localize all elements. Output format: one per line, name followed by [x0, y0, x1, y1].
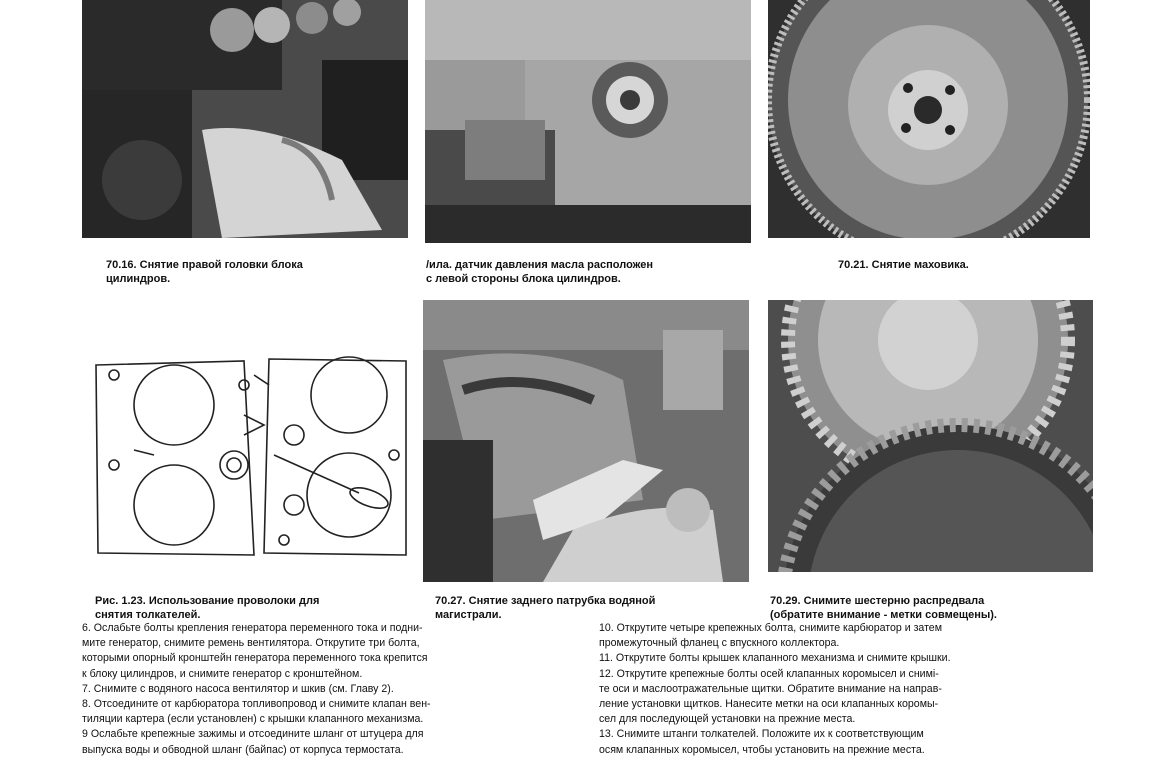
text-line: тиляции картера (если установлен) с крышки клапанного механизма. [82, 713, 424, 726]
caption-fig-70-21: 70.21. Снятие маховика. [838, 259, 969, 271]
text-line: 12. Открутите крепежные болты осей клапанных коромысел и снимi- [599, 667, 939, 680]
text-line: 11. Открутите болты крышек клапанного механизма и снимите крышки. [599, 652, 951, 665]
text-line: выпуска воды и обводной шланг (байпас) от корпуса термостата. [82, 743, 404, 756]
text-line: которыми опорный кронштейн генератора переменного тока крепится [82, 652, 428, 665]
diagram-cylinder-head-lifters [94, 355, 408, 558]
photo-camshaft-gear [768, 300, 1093, 572]
body-text-right [599, 621, 1019, 758]
text-line: те оси и маслоотражательные щитки. Обратите внимание на направ- [599, 682, 942, 695]
caption-fig-70-29: 70.29. Снимите шестерню распредвала (обратите внимание - метки совмещены). [770, 595, 997, 621]
text-line: осям клапанных коромысел, чтобы установить на прежние места. [599, 743, 925, 756]
text-line: ление установки щитков. Нанесите метки на оси клапанных коромы- [599, 698, 939, 711]
caption-fig-70-27: 70.27. Снятие заднего патрубка водяной магистрали. [435, 595, 656, 621]
text-line: промежуточный фланец с впускного коллектора. [599, 637, 840, 650]
text-line: мите генератор, снимите ремень вентилятора. Открутите три болта, [82, 637, 420, 650]
photo-flywheel [768, 0, 1090, 238]
text-line: 13. Снимите штанги толкателей. Положите их к соответствующим [599, 728, 924, 741]
text-line: к блоку цилиндров, и снимите генератор с кронштейном. [82, 667, 363, 680]
photo-cylinder-head-removal [82, 0, 408, 238]
text-line: сел для последующей установки на прежние места. [599, 713, 856, 726]
text-line: 10. Открутите четыре крепежных болта, снимите карбюратор и затем [599, 622, 942, 634]
text-line: 9 Ослабьте крепежные зажимы и отсоедините шланг от штуцера для [82, 728, 424, 741]
caption-fig-1-23: Рис. 1.23. Использование проволоки для снятия толкателей. [95, 595, 320, 621]
photo-oil-pressure-sensor [425, 0, 751, 243]
text-line: 6. Ослабьте болты крепления генератора переменного тока и подни- [82, 622, 423, 634]
photo-water-pipe-removal [423, 300, 749, 582]
text-line: 8. Отсоедините от карбюратора топливопровод и снимите клапан вен- [82, 698, 431, 711]
text-line: 7. Снимите с водяного насоса вентилятор и шкив (см. Главу 2). [82, 682, 394, 695]
caption-oil-pressure-sensor: /ила. датчик давления масла расположен с левой стороны блока цилиндров. [426, 259, 654, 285]
body-text-left [82, 621, 502, 758]
caption-fig-70-16: 70.16. Снятие правой головки блока цилиндров. [106, 259, 303, 285]
